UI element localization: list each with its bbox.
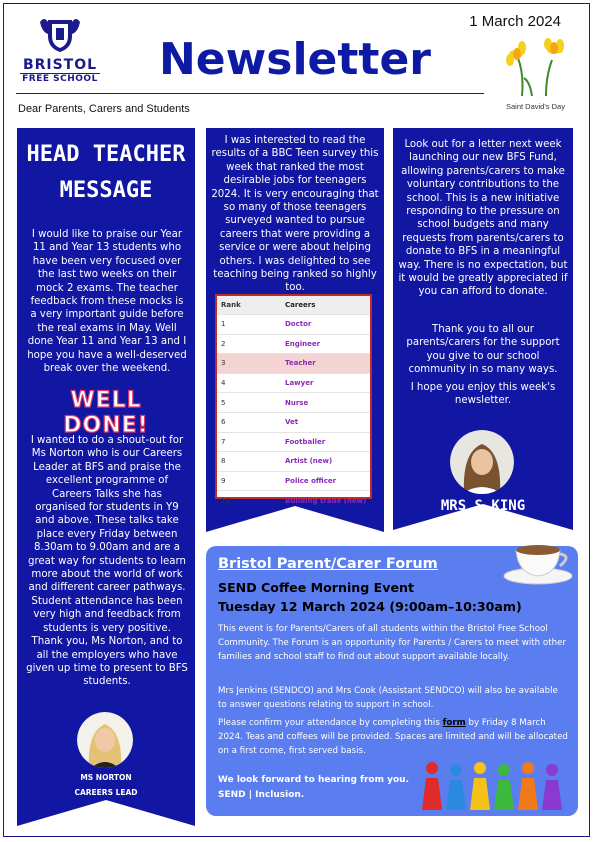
heading-line-1: HEAD TEACHER bbox=[26, 142, 186, 167]
daffodil-icon bbox=[502, 38, 572, 96]
para3-text-after: by Friday 8 March 2024. Teas and coffees will be provided. Spaces are limited and will be allocated on a first come, first served basis. bbox=[218, 718, 568, 756]
header-divider bbox=[16, 93, 484, 94]
heading-line-2: MESSAGE bbox=[59, 178, 153, 203]
career-cell: Doctor bbox=[285, 320, 312, 329]
table-header bbox=[217, 296, 370, 314]
table-row-highlighted bbox=[217, 353, 370, 373]
school-crest-icon bbox=[38, 14, 82, 54]
event-name: SEND Coffee Morning Event bbox=[218, 580, 414, 595]
forum-heading: Bristol Parent/Carer Forum bbox=[218, 556, 438, 572]
closing-line-2: SEND | Inclusion. bbox=[218, 790, 305, 800]
table-row bbox=[217, 471, 370, 491]
signature-role: CAREERS LEAD bbox=[74, 788, 138, 797]
rank-cell: 6 bbox=[221, 418, 226, 427]
table-row bbox=[217, 412, 370, 432]
rank-cell: 4 bbox=[221, 379, 226, 388]
school-logo bbox=[14, 14, 106, 88]
para3-text-before: Please confirm your attendance by completing this bbox=[218, 718, 443, 728]
forum-subheading bbox=[218, 578, 522, 616]
careers-ranking-table bbox=[215, 294, 372, 505]
form-link[interactable]: form bbox=[442, 718, 466, 728]
table-row bbox=[217, 451, 370, 471]
table-row bbox=[217, 490, 370, 510]
head-teacher-paragraph-2: I wanted to do a shout-out for Ms Norton who is our Careers Leader at BFS and praise the excellent programme of Careers Talks she has organised for students in Y9 and above. These talks take place every Friday between 8.30am to 9.00am and are a great way for students to learn more about the world of work and different career pathways. Student attendance has been very high and feedback from students is very positive. Thank you, Ms Norton, and to all the employers who have given up time to present to BFS students. bbox=[26, 435, 188, 688]
flower-caption: Saint David's Day bbox=[506, 102, 565, 111]
head-teacher-paragraph-1: I would like to praise our Year 11 and Year 13 students who have been very focused over the last two weeks on their mock 2 exams. The teacher feedback from these mocks is a very important guide before the real exams in May. Well done Year 11 and Year 13 and I hope you have a well-deserved break over the weekend. bbox=[27, 229, 187, 375]
ms-norton-signature bbox=[17, 770, 195, 800]
table-row bbox=[217, 373, 370, 393]
head-teacher-heading bbox=[17, 137, 195, 209]
issue-date: 1 March 2024 bbox=[469, 13, 561, 30]
career-cell: Artist (new) bbox=[285, 457, 333, 466]
table-row bbox=[217, 314, 370, 334]
header-careers: Careers bbox=[285, 301, 316, 309]
greeting: Dear Parents, Carers and Students bbox=[18, 103, 190, 115]
career-cell: Building trade (new) bbox=[285, 496, 367, 505]
rank-cell: 5 bbox=[221, 398, 226, 407]
page-title: Newsletter bbox=[158, 34, 432, 85]
career-cell: Police officer bbox=[285, 477, 337, 486]
event-datetime: Tuesday 12 March 2024 (9:00am–10:30am) bbox=[218, 599, 522, 614]
career-cell: Vet bbox=[285, 418, 299, 427]
signature-name: MS NORTON bbox=[80, 773, 132, 782]
career-cell: Lawyer bbox=[285, 379, 314, 388]
rank-cell: 3 bbox=[221, 359, 226, 368]
rank-cell: 10 bbox=[221, 496, 230, 505]
career-cell: Teacher bbox=[285, 359, 316, 368]
forum-paragraph-2: Mrs Jenkins (SENDCO) and Mrs Cook (Assistant SENDCO) will also be available to answer questions relating to support in school. bbox=[218, 686, 558, 710]
forum-paragraph-1: This event is for Parents/Carers of all students within the Bristol Free School Community. The Forum is an opportunity for Parents / Carers to meet with other families and school staff to find out about support available locally. bbox=[218, 624, 567, 662]
rank-cell: 1 bbox=[221, 320, 226, 329]
career-cell: Footballer bbox=[285, 437, 326, 446]
forum-closing bbox=[218, 773, 409, 803]
career-cell: Nurse bbox=[285, 398, 309, 407]
rank-cell: 9 bbox=[221, 477, 226, 486]
fund-paragraph-3: I hope you enjoy this week's newsletter. bbox=[410, 382, 556, 407]
ms-norton-photo bbox=[77, 712, 133, 768]
table-row bbox=[217, 432, 370, 452]
school-name: BRISTOL bbox=[22, 57, 98, 73]
well-done-text: WELL DONE! bbox=[63, 388, 149, 438]
rank-cell: 7 bbox=[221, 437, 226, 446]
mrs-king-photo bbox=[450, 430, 514, 494]
career-cell: Engineer bbox=[285, 339, 321, 348]
table-row bbox=[217, 334, 370, 354]
header-rank: Rank bbox=[221, 301, 241, 309]
rank-cell: 2 bbox=[221, 339, 226, 348]
fund-paragraph-1: Look out for a letter next week launching our new BFS Fund, allowing parents/carers to make voluntary contributions to the school. This is a new initiative responding to the pressure on school budgets and many requests from parents/carers to donate to BFS in a meaningful way. There is no expectation, but it would be greatly appreciated if you can afford to donate. bbox=[398, 139, 568, 298]
people-group-icon bbox=[420, 760, 572, 812]
mrs-king-signature: MRS S KING bbox=[440, 498, 526, 514]
table-row bbox=[217, 392, 370, 412]
fund-paragraph-2: Thank you to all our parents/carers for the support you give to our school community in so many ways. bbox=[406, 324, 560, 376]
rank-cell: 8 bbox=[221, 457, 226, 466]
survey-paragraph: I was interested to read the results of a BBC Teen survey this week that ranked the most desirable jobs for teenagers 2024. It is very encouraging that so many of those teenagers surveyed wanted to pursue careers that were providing a service or were about helping others. I was delighted to see teaching being ranked so highly too. bbox=[211, 135, 379, 294]
school-subname: FREE SCHOOL bbox=[20, 73, 100, 84]
forum-paragraph-3 bbox=[218, 716, 568, 758]
closing-line-1: We look forward to hearing from you. bbox=[218, 775, 409, 785]
